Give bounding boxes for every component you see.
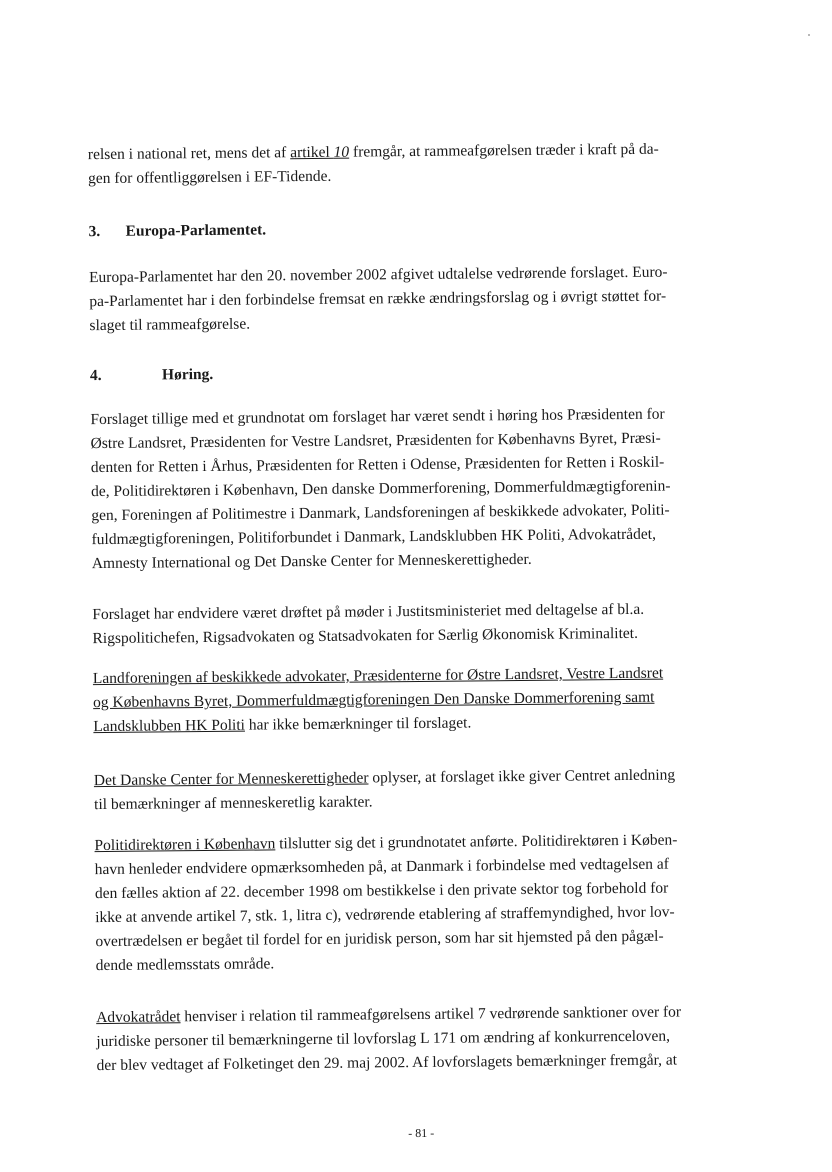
text-line: Forslaget har endvidere været drøftet på møder i Justitsministeriet med deltagelse af bl.a.: [92, 600, 645, 624]
paragraph-ingen-bemaerkninger: [93, 661, 739, 739]
text-line: Politidirektøren i København tilslutter sig det i grundnotatet anførte. Politidirektøren i Køben-: [94, 831, 678, 855]
text-line: den fælles aktion af 22. december 1998 om bestikkelse i den private sektor tog forbehold for: [94, 879, 669, 903]
text-line: juridiske personer til bemærkningerne til lovforslag L 171 om ændring af konkurrenceloven,: [96, 1027, 671, 1051]
paragraph-droeftet: [92, 597, 737, 651]
text-line: til bemærkninger af menneskeretlig karakter.: [94, 793, 373, 814]
section-heading-4: [90, 366, 213, 385]
text-line: slaget til rammeafgørelse.: [89, 315, 251, 335]
section-number: 4.: [89, 367, 102, 385]
article-reference: artikel 10: [290, 143, 350, 162]
paragraph-menneskerettigheder: [94, 763, 739, 817]
paragraph-europa-parlamentet: [89, 260, 735, 338]
text-line: denten for Retten i Århus, Præsidenten for Retten i Odense, Præsidenten for Retten i Roskil-: [90, 453, 665, 477]
paragraph-hoering-list: [90, 402, 737, 576]
text-line: de, Politidirektøren i København, Den danske Dommerforening, Dommerfuldmægtigforenin-: [91, 477, 671, 501]
text-line: Amnesty International og Det Danske Center for Menneskerettigheder.: [91, 550, 532, 573]
text-line: havn henleder endvidere opmærksomheden på, at Danmark i forbindelse med vedtagelsen af: [94, 855, 669, 879]
section-heading-3: [89, 221, 267, 241]
text-line: pa-Parlamentet har i den forbindelse fremsat en række ændringsforslag og i øvrigt støttet for-: [89, 287, 667, 311]
text-line: dende medlemsstats område.: [95, 955, 275, 975]
paragraph-advokatraadet: [96, 1000, 742, 1078]
text-line: Landforeningen af beskikkede advokater, Præsidenterne for Østre Landsret, Vestre Landsret: [92, 664, 664, 688]
text-line: der blev vedtaget af Folketinget den 29. maj 2002. Af lovforslagets bemærkninger fremgår, at: [96, 1051, 678, 1075]
text-line: Advokatrådet henviser i relation til rammeafgørelsens artikel 7 vedrørende sanktioner over for: [96, 1003, 682, 1027]
text-line: gen for offentliggørelsen i EF-Tidende.: [88, 167, 332, 188]
text-line: overtrædelsen er begået til fordel for en juridisk person, som har sit hjemsted på den pågæl-: [95, 927, 664, 951]
scan-speck: [808, 34, 810, 36]
text-line: Det Danske Center for Menneskerettigheder oplyser, at forslaget ikke giver Centret anledning: [93, 766, 676, 790]
text-line: ikke at anvende artikel 7, stk. 1, litra c), vedrørende etablering af straffemyndighed, hvor lov-: [95, 903, 675, 927]
text-line: og Københavns Byret, Dommerfuldmægtigforeningen Den Danske Dommerforening samt: [93, 688, 655, 712]
section-number: 3.: [88, 223, 101, 241]
text-line: Østre Landsret, Præsidenten for Vestre Landsret, Præsidenten for Københavns Byret, Præsi-: [90, 429, 661, 453]
paragraph-politidirektoeren: [94, 828, 740, 978]
text-line: Europa-Parlamentet har den 20. november 2002 afgivet udtalelse vedrørende forslaget. Euro-: [88, 263, 668, 287]
section-title: Europa-Parlamentet.: [125, 221, 267, 240]
text-line: relsen i national ret, mens det af artikel 10 fremgår, at rammeafgørelsen træder i kraft på da-: [87, 140, 659, 164]
text-line: Rigspolitichefen, Rigsadvokaten og Statsadvokaten for Særlig Økonomisk Kriminalitet.: [92, 624, 639, 648]
text-line: Landsklubben HK Politi har ikke bemærkninger til forslaget.: [93, 714, 472, 736]
text-line: fuldmægtigforeningen, Politiforbundet i Danmark, Landsklubben HK Politi, Advokatrådet,: [91, 525, 656, 549]
page-number: - 81 -: [408, 1125, 435, 1141]
section-title: Høring.: [161, 365, 214, 384]
text-line: Forslaget tillige med et grundnotat om forslaget har været sendt i høring hos Præsidenten for: [90, 405, 665, 429]
paragraph-continuation: [88, 137, 733, 191]
text-line: gen, Foreningen af Politimestre i Danmark, Landsforeningen af beskikkede advokater, Politi-: [91, 501, 670, 525]
